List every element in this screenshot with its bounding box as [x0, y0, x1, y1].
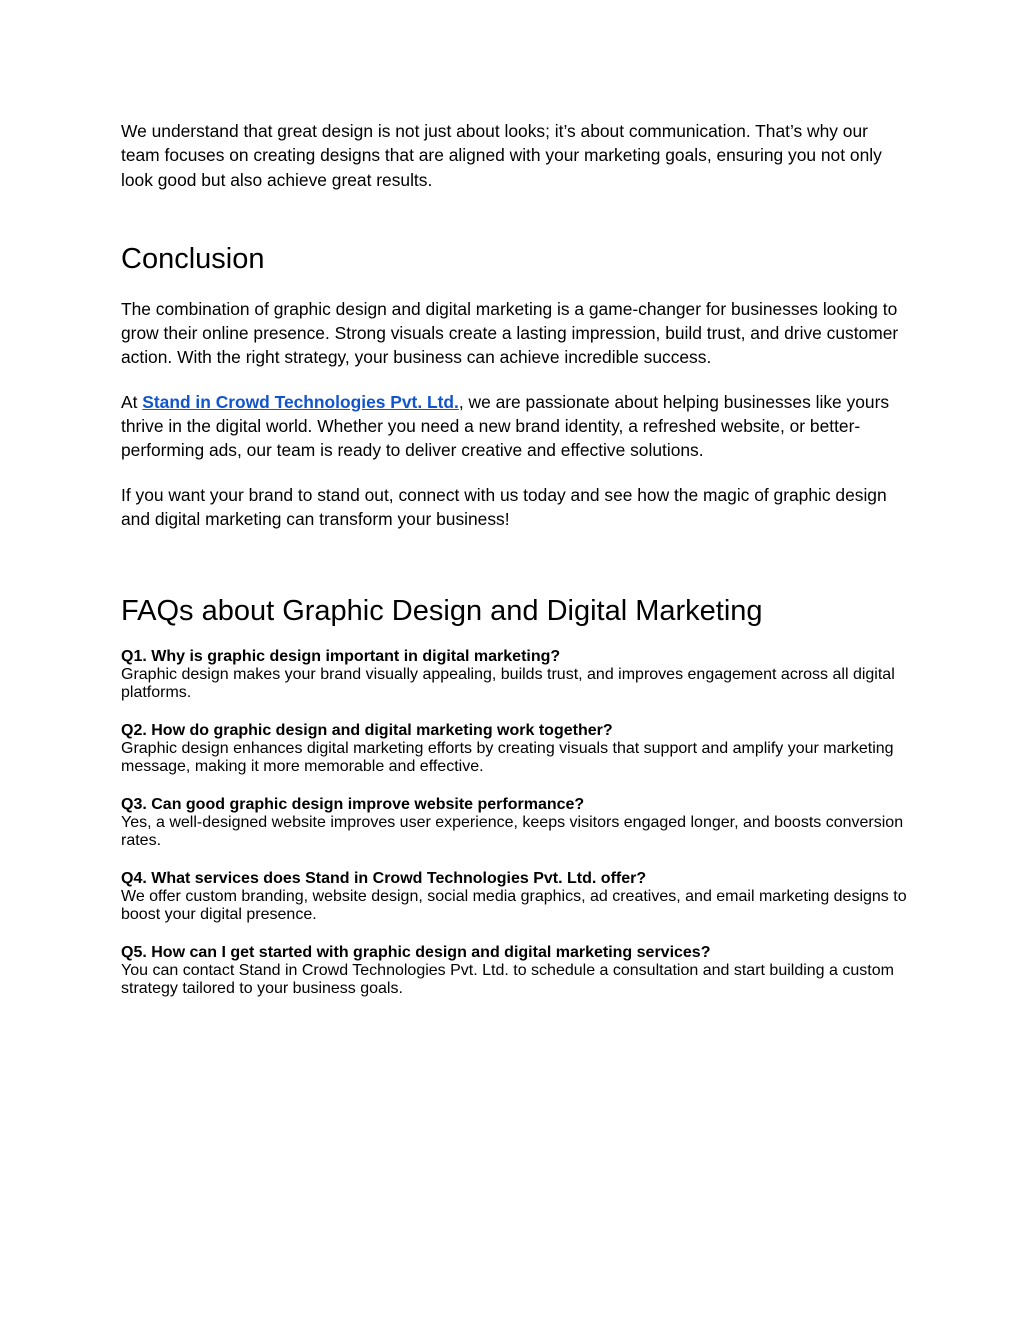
faq-question: Q5. How can I get started with graphic design and digital marketing services? — [121, 944, 711, 962]
conclusion-heading: Conclusion — [121, 242, 265, 275]
faq-item-3 — [121, 796, 911, 850]
intro-paragraph: We understand that great design is not just about looks; it’s about communication. That’s why our team focuses on creating designs that are aligned with your marketing goals, ensuring you not only look good but also achieve great results. — [121, 121, 882, 190]
faq-answer: We offer custom branding, website design, social media graphics, ad creatives, and email marketing designs to boost your digital presence. — [121, 888, 907, 924]
faq-heading: FAQs about Graphic Design and Digital Marketing — [121, 595, 763, 628]
faq-item-5 — [121, 944, 911, 998]
faq-item-2 — [121, 722, 911, 776]
faq-item-1 — [121, 648, 911, 702]
paragraph-2-prefix: At — [121, 391, 143, 412]
faq-question: Q2. How do graphic design and digital marketing work together? — [121, 722, 613, 740]
document-page — [121, 119, 911, 1018]
faq-answer: Yes, a well-designed website improves user experience, keeps visitors engaged longer, and boosts conversion rates. — [121, 814, 904, 850]
faq-question: Q1. Why is graphic design important in digital marketing? — [121, 648, 561, 666]
paragraph-2-suffix: , we are passionate about helping businesses like yours thrive in the digital world. Whether you need a new brand identity, a refreshed website, or better-performing ads, our team is ready to deliver creative and effective solutions. — [121, 391, 890, 461]
conclusion-paragraph-3: If you want your brand to stand out, connect with us today and see how the magic of graphic design and digital marketing can transform your business! — [121, 484, 887, 529]
conclusion-paragraph-2 — [121, 390, 911, 463]
faq-answer: Graphic design enhances digital marketing efforts by creating visuals that support and amplify your marketing message, making it more memorable and effective. — [121, 740, 894, 776]
faq-answer: Graphic design makes your brand visually appealing, builds trust, and improves engagement across all digital platforms. — [121, 666, 895, 702]
company-link[interactable]: Stand in Crowd Technologies Pvt. Ltd. — [142, 391, 459, 412]
conclusion-paragraph-1: The combination of graphic design and digital marketing is a game-changer for businesses looking to grow their online presence. Strong visuals create a lasting impression, build trust, and drive customer action. With the right strategy, your business can achieve incredible success. — [121, 298, 899, 368]
faq-question: Q3. Can good graphic design improve website performance? — [121, 796, 585, 814]
faq-item-4 — [121, 870, 911, 924]
faq-answer: You can contact Stand in Crowd Technologies Pvt. Ltd. to schedule a consultation and start building a custom strategy tailored to your business goals. — [121, 962, 894, 998]
faq-question: Q4. What services does Stand in Crowd Technologies Pvt. Ltd. offer? — [121, 870, 647, 888]
